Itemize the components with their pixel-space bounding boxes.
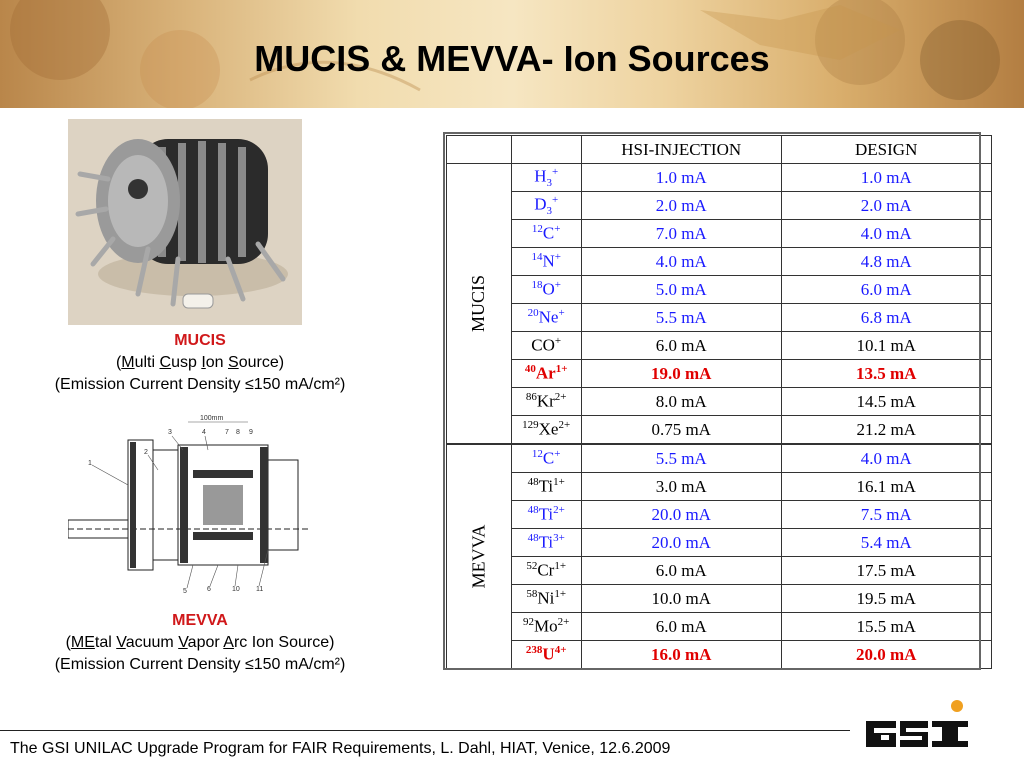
design-value-cell: 5.4 mA [781, 529, 991, 557]
hsi-value-cell: 5.0 mA [581, 276, 781, 304]
design-value-cell: 20.0 mA [781, 641, 991, 669]
design-value-cell: 7.5 mA [781, 501, 991, 529]
design-value-cell: 13.5 mA [781, 360, 991, 388]
mucis-photo [68, 119, 302, 325]
hsi-value-cell: 5.5 mA [581, 304, 781, 332]
ion-cell: $^{92}Mo^{2+}$ [511, 613, 581, 641]
drawing-label: 2 [144, 449, 148, 456]
hsi-value-cell: 5.5 mA [581, 444, 781, 473]
drawing-label: 3 [168, 429, 172, 436]
hsi-value-cell: 2.0 mA [581, 192, 781, 220]
ion-cell: $^{12}$C+ [511, 220, 581, 248]
hsi-value-cell: 19.0 mA [581, 360, 781, 388]
ion-cell: CO+ [511, 332, 581, 360]
hsi-value-cell: 0.75 mA [581, 416, 781, 445]
table-row [447, 388, 992, 416]
design-value-cell: 19.5 mA [781, 585, 991, 613]
table-row [447, 473, 992, 501]
design-value-cell: 21.2 mA [781, 416, 991, 445]
ion-source-table [446, 135, 992, 669]
mevva-caption [0, 610, 400, 676]
table-header-hsi: HSI-INJECTION [581, 136, 781, 164]
ion-cell: $^{58}Ni^{1+}$ [511, 585, 581, 613]
ion-cell: $^{48}Ti^{2+}$ [511, 501, 581, 529]
footer-text: The GSI UNILAC Upgrade Program for FAIR Requirements, L. Dahl, HIAT, Venice, 12.6.2009 [10, 740, 671, 757]
mucis-fullname: (Multi Cusp Ion Source) [115, 354, 285, 371]
table-row [447, 220, 992, 248]
hsi-value-cell: 20.0 mA [581, 529, 781, 557]
drawing-label: 8 [236, 429, 240, 436]
table-row [447, 641, 992, 669]
hsi-value-cell: 6.0 mA [581, 613, 781, 641]
page-title: MUCIS & MEVVA- Ion Sources [254, 38, 770, 79]
hsi-value-cell: 7.0 mA [581, 220, 781, 248]
hsi-value-cell: 1.0 mA [581, 164, 781, 192]
ion-cell: $H_3^+$ [511, 164, 581, 192]
ion-cell: $^{40}Ar^{1+}$ [511, 360, 581, 388]
table-row [447, 557, 992, 585]
table-row [447, 416, 992, 445]
ion-cell: $^{48}Ti^{1+}$ [511, 473, 581, 501]
table-row [447, 444, 992, 473]
design-value-cell: 15.5 mA [781, 613, 991, 641]
table-row [447, 164, 992, 192]
hsi-value-cell: 3.0 mA [581, 473, 781, 501]
ion-cell: $^{48}Ti^{3+}$ [511, 529, 581, 557]
table-header-cell [511, 136, 581, 164]
hsi-value-cell: 6.0 mA [581, 557, 781, 585]
table-row [447, 360, 992, 388]
group-label-cell [447, 444, 512, 669]
table-header-row [447, 136, 992, 164]
group-label: MEVVA [468, 524, 489, 589]
drawing-label: 6 [207, 586, 211, 593]
drawing-label: 9 [249, 429, 253, 436]
design-value-cell: 1.0 mA [781, 164, 991, 192]
drawing-label: 10 [232, 586, 240, 593]
table-row [447, 501, 992, 529]
design-value-cell: 14.5 mA [781, 388, 991, 416]
hsi-value-cell: 6.0 mA [581, 332, 781, 360]
drawing-label: 11 [256, 586, 264, 593]
group-label: MUCIS [468, 274, 489, 333]
table-row [447, 192, 992, 220]
design-value-cell: 17.5 mA [781, 557, 991, 585]
drawing-label: 1 [88, 460, 92, 467]
design-value-cell: 10.1 mA [781, 332, 991, 360]
table-row [447, 585, 992, 613]
design-value-cell: 2.0 mA [781, 192, 991, 220]
drawing-label: 5 [183, 588, 187, 595]
table-row [447, 529, 992, 557]
hsi-value-cell: 16.0 mA [581, 641, 781, 669]
gsi-logo [862, 697, 974, 757]
design-value-cell: 6.8 mA [781, 304, 991, 332]
drawing-label: 4 [202, 429, 206, 436]
table-row [447, 332, 992, 360]
ion-cell: $^{129}Xe^{2+}$ [511, 416, 581, 445]
ion-cell: $^{20}$Ne+ [511, 304, 581, 332]
mevva-fullname: (MEtal Vacuum Vapor Arc Ion Source) [65, 634, 335, 651]
ion-cell: $^{14}$N+ [511, 248, 581, 276]
group-label-cell [447, 164, 512, 445]
ion-cell: $^{238}U^{4+}$ [511, 641, 581, 669]
design-value-cell: 4.0 mA [781, 220, 991, 248]
design-value-cell: 16.1 mA [781, 473, 991, 501]
mucis-name: MUCIS [174, 332, 226, 349]
design-value-cell: 4.0 mA [781, 444, 991, 473]
ion-cell: $^{12}$C+ [511, 444, 581, 473]
footer-divider [0, 730, 850, 731]
drawing-label: 7 [225, 429, 229, 436]
ion-cell: $^{52}Cr^{1+}$ [511, 557, 581, 585]
mevva-density: (Emission Current Density ≤150 mA/cm²) [54, 656, 346, 673]
hsi-value-cell: 10.0 mA [581, 585, 781, 613]
table-row [447, 304, 992, 332]
hsi-value-cell: 20.0 mA [581, 501, 781, 529]
table-row [447, 276, 992, 304]
hsi-value-cell: 4.0 mA [581, 248, 781, 276]
mevva-name: MEVVA [172, 612, 228, 629]
drawing-scale-label: 100mm [200, 415, 224, 422]
table-row [447, 248, 992, 276]
ion-cell: $^{86}Kr^{2+}$ [511, 388, 581, 416]
mucis-caption [0, 330, 400, 396]
table-header-cell [447, 136, 512, 164]
hsi-value-cell: 8.0 mA [581, 388, 781, 416]
header-banner [0, 0, 1024, 108]
ion-cell: $D_3^+$ [511, 192, 581, 220]
ion-cell: $^{18}$O+ [511, 276, 581, 304]
design-value-cell: 4.8 mA [781, 248, 991, 276]
table-row [447, 613, 992, 641]
table-header-design: DESIGN [781, 136, 991, 164]
mevva-drawing [68, 410, 308, 600]
design-value-cell: 6.0 mA [781, 276, 991, 304]
mucis-density: (Emission Current Density ≤150 mA/cm²) [54, 376, 346, 393]
